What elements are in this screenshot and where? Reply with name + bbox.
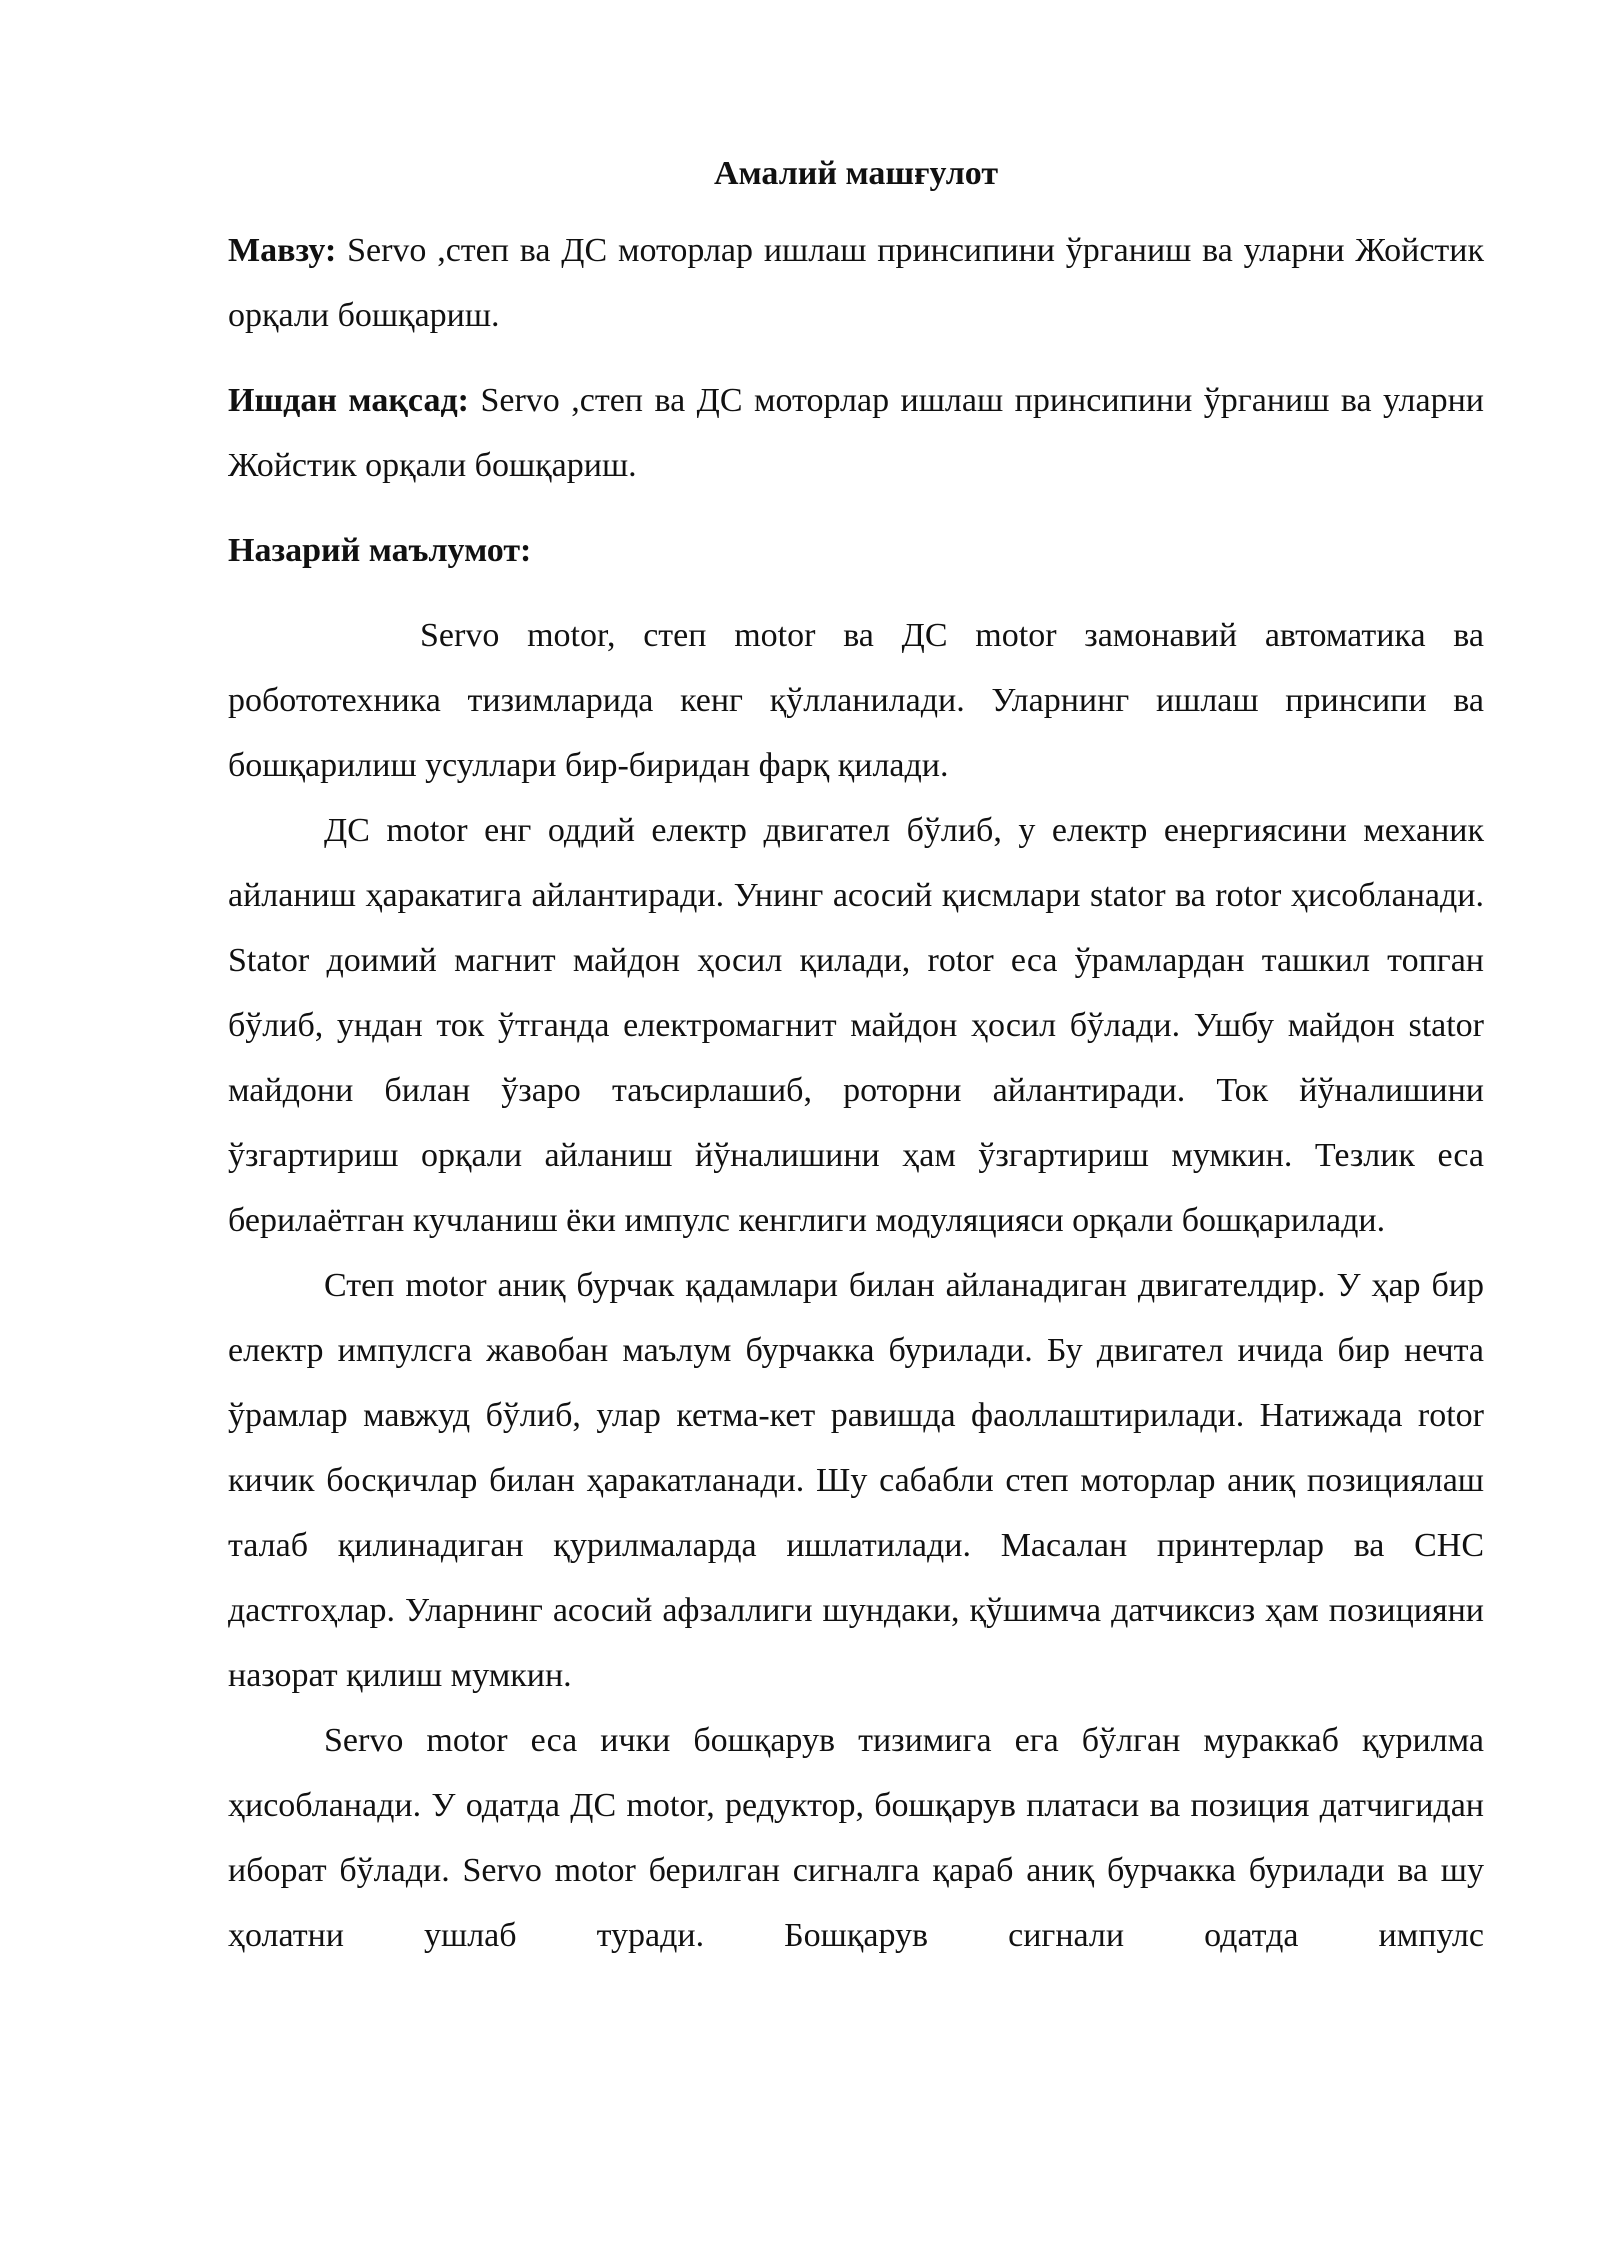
paragraph-dc-motor: ДС motor енг оддий електр двигател бўлиб, у електр енергиясини механик айланиш ҳаракатига айлантиради. Унинг асосий қисмлари stator ва rotor ҳисобланади. Stator доимий магнит майдон ҳосил қилади, rotor еса ўрамлардан ташкил топган бўлиб, ундан ток ўтганда електромагнит майдон ҳосил бўлади. Ушбу майдон stator майдони билан ўзаро таъсирлашиб, роторни айлантиради. Ток йўналишини ўзгартириш орқали айланиш йўналишини ҳам ўзгартириш мумкин. Тезлик еса берилаётган кучланиш ёки импулс кенглиги модуляцияси орқали бошқарилади. xyxy=(228,812,1484,1239)
paragraph-intro: Servo motor, степ motor ва ДС motor замонавий автоматика ва робототехника тизимларида кенг қўлланилади. Уларнинг ишлаш принсипи ва бошқарилиш усуллари бир-биридан фарқ қилади. xyxy=(228,617,1484,784)
topic-label: Мавзу: xyxy=(228,232,337,269)
topic-text: Servo ,степ ва ДС моторлар ишлаш принсипини ўрганиш ва уларни Жойстик орқали бошқариш. xyxy=(228,232,1484,334)
paragraph-stepper-motor: Степ motor аниқ бурчак қадамлари билан айланадиган двигателдир. У ҳар бир електр импулсга жавобан маълум бурчакка бурилади. Бу двигател ичида бир нечта ўрамлар мавжуд бўлиб, улар кетма-кет равишда фаоллаштирилади. Натижада rotor кичик босқичлар билан ҳаракатланади. Шу сабабли степ моторлар аниқ позициялаш талаб қилинадиган қурилмаларда ишлатилади. Масалан принтерлар ва СНС дастгоҳлар. Уларнинг асосий афзаллиги шундаки, қўшимча датчиксиз ҳам позицияни назорат қилиш мумкин. xyxy=(228,1267,1484,1694)
document-body xyxy=(228,150,1484,1968)
goal-text: Servo ,степ ва ДС моторлар ишлаш принсипини ўрганиш ва уларни Жойстик орқали бошқариш. xyxy=(228,382,1484,484)
goal-label: Ишдан мақсад: xyxy=(228,382,469,419)
goal-field xyxy=(228,368,1484,498)
paragraph-servo-motor: Servo motor еса ички бошқарув тизимига ега бўлган мураккаб қурилма ҳисобланади. У одатда ДС motor, редуктор, бошқарув платаси ва позиция датчигидан иборат бўлади. Servo motor берилган сигналга қараб аниқ бурчакка бурилади ва шу ҳолатни ушлаб туради. Бошқарув сигнали одатда импулс xyxy=(228,1722,1484,1954)
document-title: Амалий машғулот xyxy=(713,155,999,192)
theory-heading: Назарий маълумот: xyxy=(228,532,532,569)
topic-field xyxy=(228,218,1484,348)
